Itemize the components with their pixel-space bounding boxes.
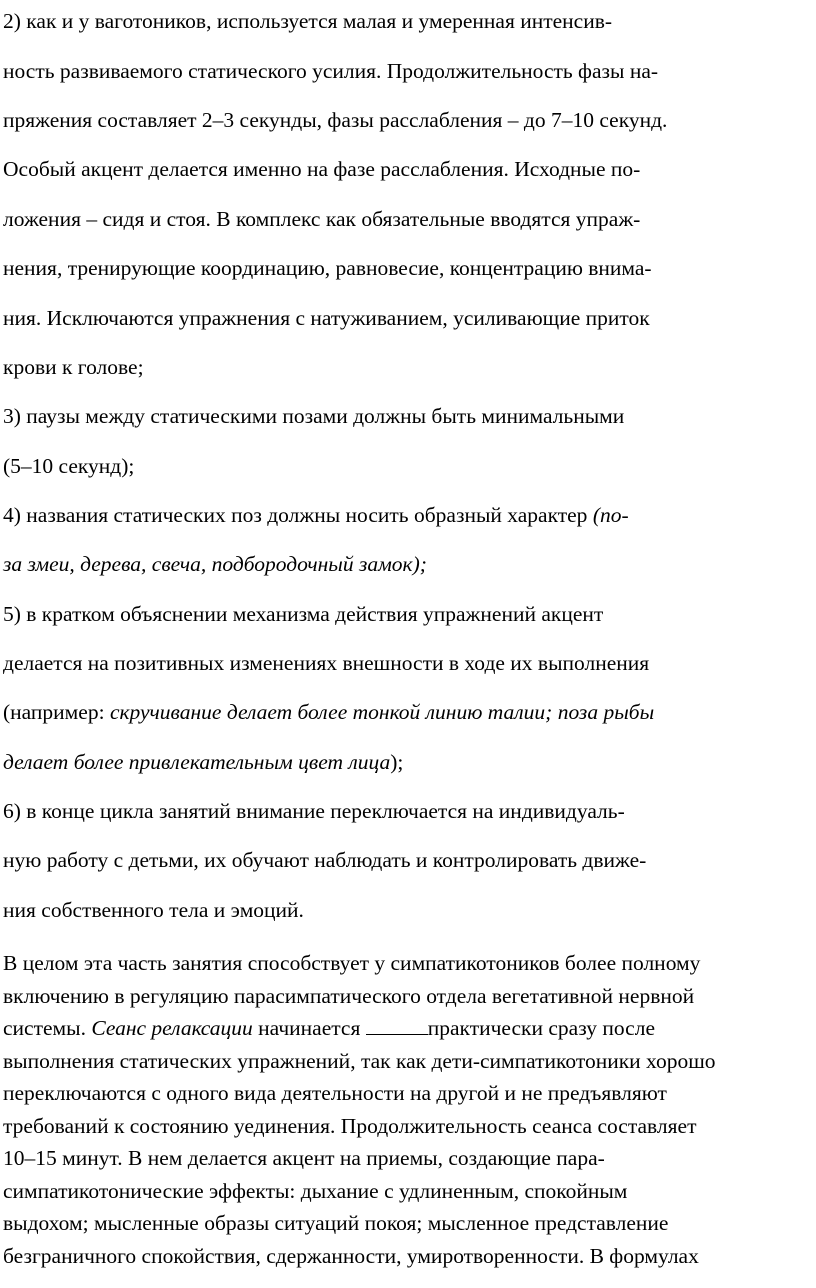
text-line: 3) паузы между статическими позами должны быть минимальными — [3, 404, 625, 428]
text-line — [3, 1015, 655, 1041]
text-span: (например: — [3, 700, 110, 724]
text-line: 10–15 минут. В нем делается акцент на приемы, создающие пара- — [3, 1146, 605, 1170]
text-line — [3, 699, 654, 725]
text-line: Особый акцент делается именно на фазе расслабления. Исходные по- — [3, 157, 641, 181]
text-line: 6) в конце цикла занятий внимание переключается на индивидуаль- — [3, 799, 625, 823]
text-line: ложения – сидя и стоя. В комплекс как обязательные вводятся упраж- — [3, 207, 641, 231]
text-span: практически сразу после — [427, 1016, 655, 1040]
italic-span: (по- — [592, 503, 629, 527]
text-line — [3, 551, 427, 577]
text-line: делается на позитивных изменениях внешности в ходе их выполнения — [3, 651, 650, 675]
text-line: 5) в кратком объяснении механизма действия упражнений акцент — [3, 602, 604, 626]
text-line: нения, тренирующие координацию, равновесие, концентрацию внима- — [3, 256, 652, 280]
text-line: ную работу с детьми, их обучают наблюдать и контролировать движе- — [3, 848, 647, 872]
text-line: ния. Исключаются упражнения с натуживанием, усиливающие приток — [3, 306, 650, 330]
italic-span: Сеанс релаксации — [91, 1016, 253, 1040]
italic-span: скручивание делает более тонкой линию талии; поза рыбы — [109, 700, 655, 724]
text-line: выдохом; мысленные образы ситуаций покоя; мысленное представление — [3, 1211, 669, 1235]
text-line: крови к голове; — [3, 355, 144, 379]
text-line: В целом эта часть занятия способствует у симпатикотоников более полному — [3, 951, 701, 975]
text-line — [3, 502, 629, 528]
text-line: пряжения составляет 2–3 секунды, фазы расслабления – до 7–10 секунд. — [3, 108, 668, 132]
text-line: выполнения статических упражнений, так как дети-симпатикотоники хорошо — [3, 1049, 716, 1073]
text-line: ния собственного тела и эмоций. — [3, 898, 304, 922]
text-line: безграничного спокойствия, сдержанности, умиротворенности. В формулах — [3, 1244, 699, 1268]
italic-span: делает более привлекательным цвет лица — [3, 750, 391, 774]
text-line: переключаются с одного вида деятельности на другой и не предъявляют — [3, 1081, 667, 1105]
text-span: системы. — [3, 1016, 92, 1040]
text-line — [3, 749, 403, 775]
text-line: ность развиваемого статического усилия. Продолжительность фазы на- — [3, 59, 659, 83]
text-line: 2) как и у ваготоников, используется малая и умеренная интенсив- — [3, 9, 613, 33]
text-line: (5–10 секунд); — [3, 454, 135, 478]
fill-in-blank — [366, 1015, 428, 1035]
italic-span: за змеи, дерева, свеча, подбородочный замок); — [3, 552, 427, 576]
text-span: ); — [390, 750, 404, 774]
text-span: 4) названия статических поз должны носить образный характер — [3, 503, 593, 527]
text-line: симпатикотонические эффекты: дыхание с удлиненным, спокойным — [3, 1179, 628, 1203]
text-span: начинается — [252, 1016, 366, 1040]
text-line: включению в регуляцию парасимпатического отдела вегетативной нервной — [3, 984, 695, 1008]
text-line: требований к состоянию уединения. Продолжительность сеанса составляет — [3, 1114, 697, 1138]
